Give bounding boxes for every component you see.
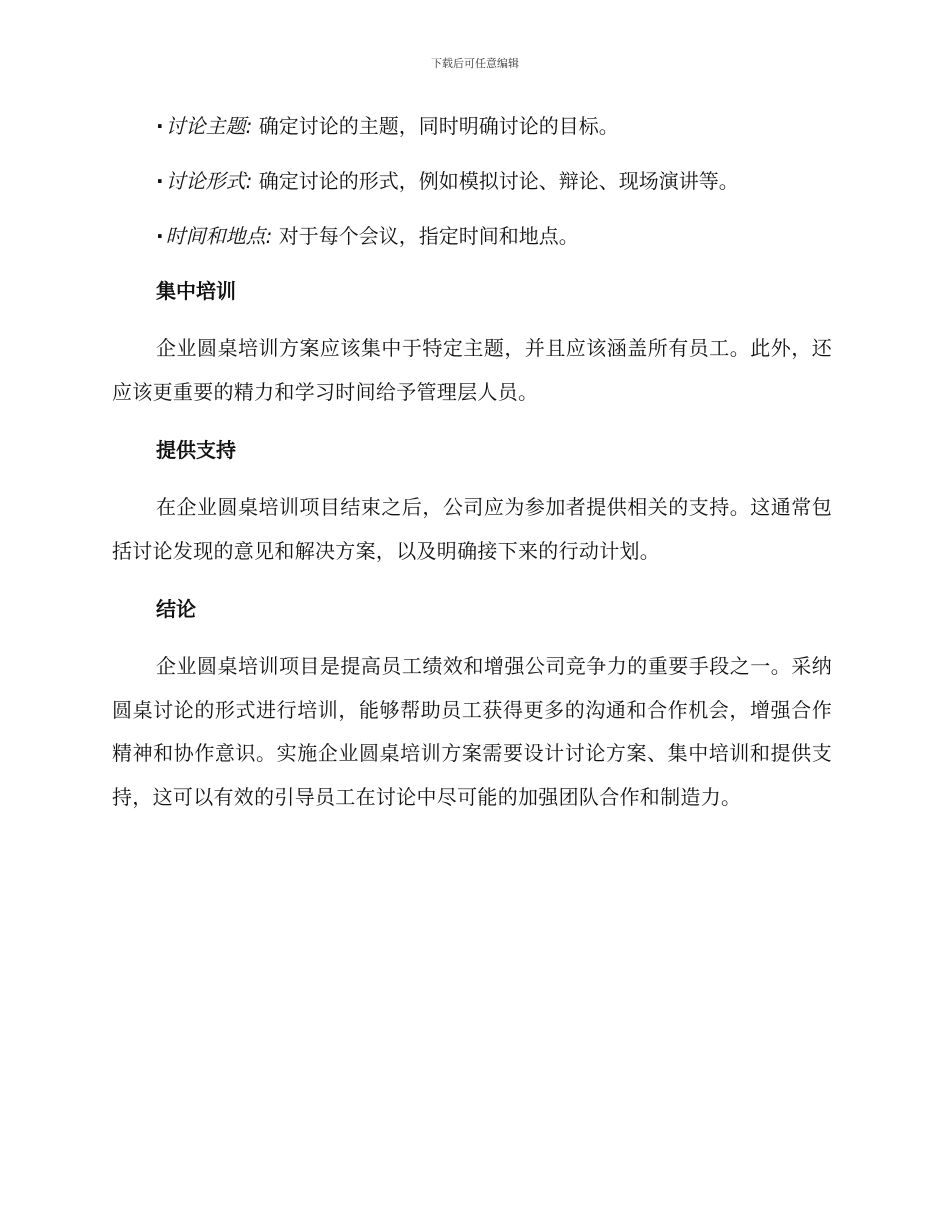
- bullet-text: 确定讨论的形式，例如模拟讨论、辩论、现场演讲等。: [252, 169, 739, 193]
- section-heading-conclusion: 结论: [156, 597, 196, 621]
- bullet-text: 确定讨论的主题，同时明确讨论的目标。: [252, 114, 619, 138]
- bullet-text: 对于每个会议，指定时间和地点。: [272, 224, 579, 248]
- section-paragraph-conclusion: 企业圆桌培训项目是提高员工绩效和增强公司竞争力的重要手段之一。采纳圆桌讨论的形式进行培训，能够帮助员工获得更多的沟通和合作机会，增强合作精神和协作意识。实施企业圆桌培训方案需要设计讨论方案、集中培训和提供支持，这可以有效的引导员工在讨论中尽可能的加强团队合作和制造力。: [112, 654, 832, 809]
- bullet-item-topic: [156, 108, 832, 144]
- section-heading-provide-support: 提供支持: [156, 438, 236, 462]
- bullet-term: 讨论形式:: [165, 169, 253, 193]
- bullet-dot: ·: [156, 169, 164, 193]
- section-paragraph-provide-support: 在企业圆桌培训项目结束之后，公司应为参加者提供相关的支持。这通常包括讨论发现的意见和解决方案，以及明确接下来的行动计划。: [112, 495, 832, 563]
- bullet-item-time-place: [156, 218, 832, 254]
- bullet-term: 讨论主题:: [165, 114, 253, 138]
- bullet-dot: ·: [156, 114, 164, 138]
- header-note: 下载后可任意编辑: [431, 57, 519, 70]
- bullet-term: 时间和地点:: [165, 224, 273, 248]
- section-heading-focused-training: 集中培训: [156, 279, 236, 303]
- bullet-dot: ·: [156, 224, 164, 248]
- section-paragraph-focused-training: 企业圆桌培训方案应该集中于特定主题，并且应该涵盖所有员工。此外，还应该更重要的精力和学习时间给予管理层人员。: [112, 336, 832, 404]
- bullet-item-format: [156, 163, 832, 199]
- document-body: [112, 108, 832, 837]
